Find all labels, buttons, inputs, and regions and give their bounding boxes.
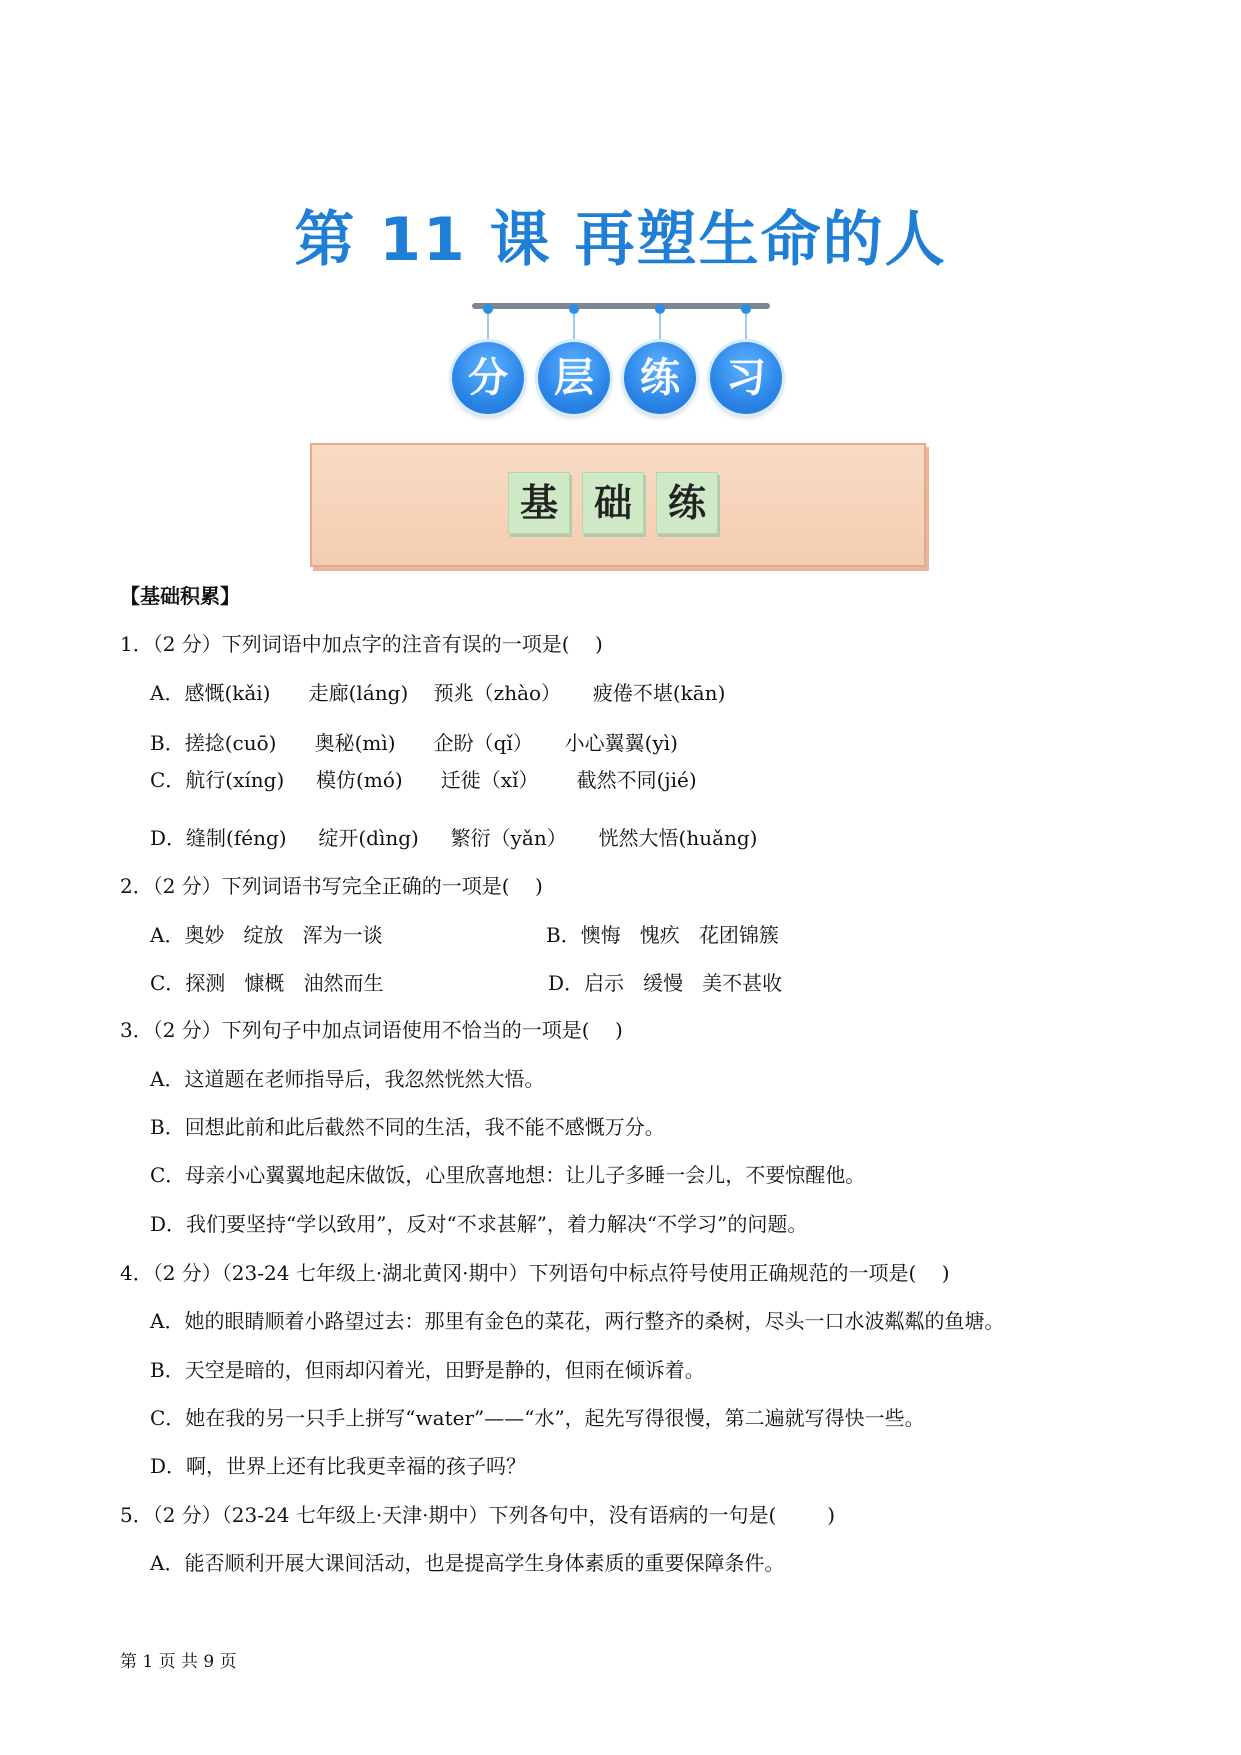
q4-option-b: B．天空是暗的，但雨却闪着光，田野是静的，但雨在倾诉着。 (150, 1358, 705, 1382)
q2-option-d: D．启示 缓慢 美不甚收 (548, 971, 783, 995)
q3-option-a: A．这道题在老师指导后，我忽然恍然大悟。 (150, 1067, 545, 1091)
header-circle-xi: 习 (710, 342, 782, 414)
q5-option-a: A．能否顺利开展大课间活动，也是提高学生身体素质的重要保障条件。 (150, 1551, 785, 1575)
hanger-bar (472, 303, 770, 309)
header-circle-lian: 练 (624, 342, 696, 414)
header-circle-fen: 分 (452, 342, 524, 414)
q3-option-b: B．回想此前和此后截然不同的生活，我不能不感慨万分。 (150, 1115, 665, 1139)
banner-char-lian: 练 (656, 472, 718, 534)
section-banner (310, 443, 926, 567)
q2-option-b: B．懊悔 愧疚 花团锦簇 (546, 923, 779, 947)
page-footer: 第 1 页 共 9 页 (120, 1652, 237, 1672)
banner-char-ji: 基 (508, 472, 570, 534)
q4-option-d: D．啊，世界上还有比我更幸福的孩子吗？ (150, 1454, 527, 1478)
q1-option-a: A．感慨(kǎi) 走廊(láng) 预兆（zhào） 疲倦不堪(kān) (150, 681, 726, 705)
q3-stem: 3．（2 分）下列句子中加点词语使用不恰当的一项是( ) (120, 1018, 623, 1042)
q1-option-d: D．缝制(féng) 绽开(dìng) 繁衍（yǎn） 恍然大悟(huǎng) (150, 826, 758, 850)
q2-option-c: C．探测 慷概 油然而生 (150, 971, 384, 995)
header-circle-ceng: 层 (538, 342, 610, 414)
q2-option-a: A．奥妙 绽放 浑为一谈 (150, 923, 383, 947)
q5-stem: 5．（2 分）（23-24 七年级上·天津·期中）下列各句中，没有语病的一句是( ) (120, 1503, 835, 1527)
q3-option-d: D．我们要坚持“学以致用”，反对“不求甚解”，着力解决“不学习”的问题。 (150, 1212, 808, 1236)
q1-option-b: B．搓捻(cuō) 奥秘(mì) 企盼（qǐ） 小心翼翼(yì) (150, 731, 678, 755)
q1-stem: 1．（2 分）下列词语中加点字的注音有误的一项是( ) (120, 632, 603, 656)
q1-option-c: C．航行(xíng) 模仿(mó) 迁徙（xǐ） 截然不同(jié) (150, 768, 697, 792)
q4-option-a: A．她的眼睛顺着小路望过去：那里有金色的菜花，两行整齐的桑树，尽头一口水波粼粼的鱼塘。 (150, 1309, 1005, 1333)
q3-option-c: C．母亲小心翼翼地起床做饭，心里欣喜地想：让儿子多睡一会儿，不要惊醒他。 (150, 1163, 866, 1187)
q2-stem: 2．（2 分）下列词语书写完全正确的一项是( ) (120, 874, 543, 898)
banner-char-chu: 础 (582, 472, 644, 534)
lesson-title: 第 11 课 再塑生命的人 (294, 205, 947, 275)
section-heading: 【基础积累】 (120, 584, 240, 608)
q4-stem: 4．（2 分）（23-24 七年级上·湖北黄冈·期中）下列语句中标点符号使用正确规范的一项是( ) (120, 1261, 950, 1285)
q4-option-c: C．她在我的另一只手上拼写“water”——“水”，起先写得很慢，第二遍就写得快一些。 (150, 1406, 925, 1430)
